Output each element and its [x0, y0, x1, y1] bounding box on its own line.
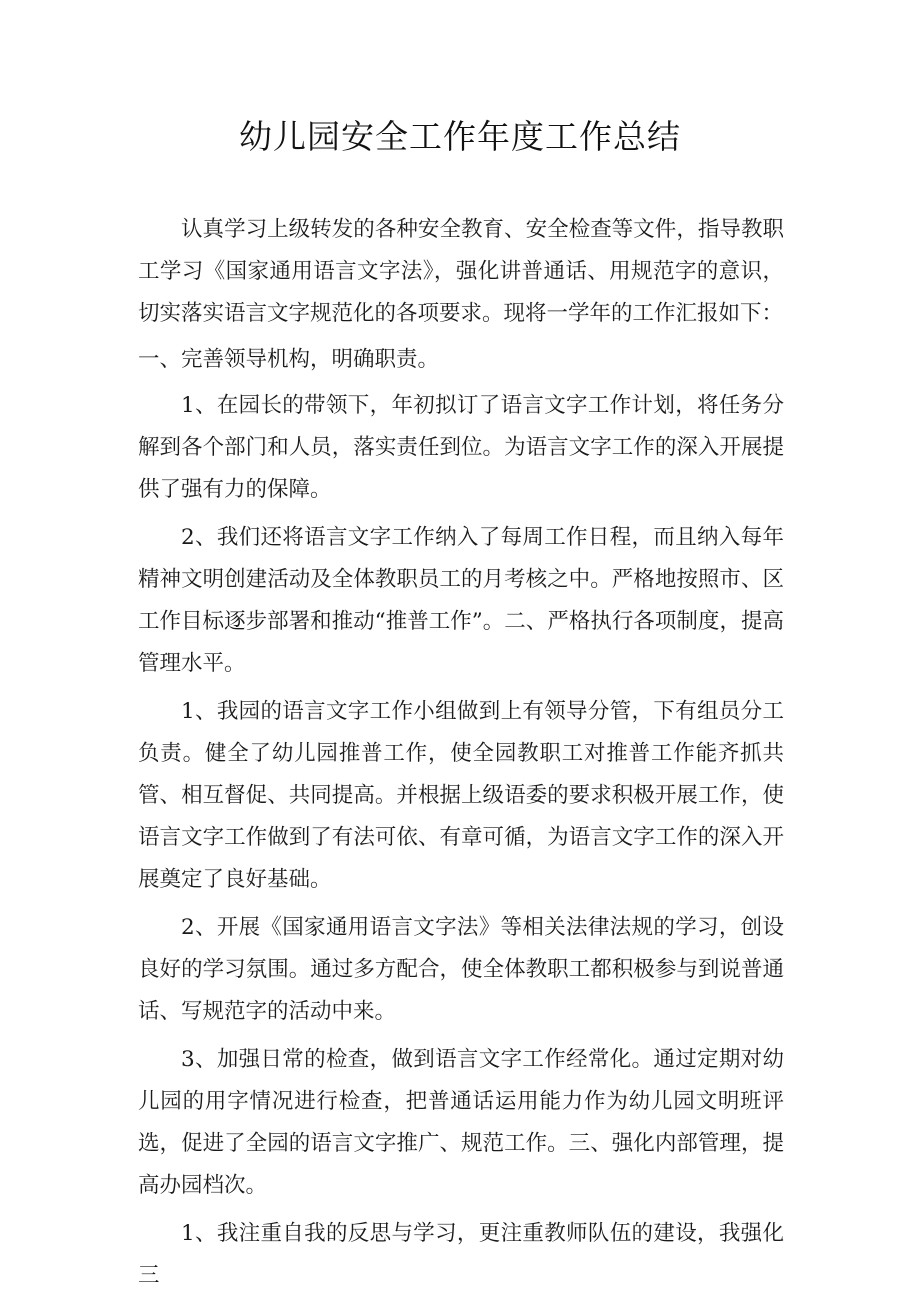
- paragraph-1-2: 2、我们还将语言文字工作纳入了每周工作日程，而且纳入每年精神文明创建活动及全体教职员工的月考核之中。严格地按照市、区工作目标逐步部署和推动“推普工作”。二、严格执行各项制度，提高管理水平。: [138, 525, 784, 676]
- section-heading-1: 一、完善领导机构，明确职责。: [138, 347, 440, 372]
- intro-paragraph: 认真学习上级转发的各种安全教育、安全检查等文件，指导教职工学习《国家通用语言文字法》，强化讲普通话、用规范字的意识，切实落实语言文字规范化的各项要求。现将一学年的工作汇报如下：: [138, 217, 784, 326]
- paragraph-3-1: 1、我注重自我的反思与学习，更注重教师队伍的建设，我强化三: [138, 1221, 784, 1288]
- paragraph-1-1: 1、在园长的带领下，年初拟订了语言文字工作计划，将任务分解到各个部门和人员，落实责任到位。为语言文字工作的深入开展提供了强有力的保障。: [138, 393, 784, 502]
- paragraph-2-3: 3、加强日常的检查，做到语言文字工作经常化。通过定期对幼儿园的用字情况进行检查，把普通话运用能力作为幼儿园文明班评选，促进了全园的语言文字推广、规范工作。三、强化内部管理，提高办园档次。: [138, 1047, 784, 1198]
- document-title: 幼儿园安全工作年度工作总结: [239, 117, 681, 156]
- paragraph-2-2: 2、开展《国家通用语言文字法》等相关法律法规的学习，创设良好的学习氛围。通过多方配合，使全体教职工都积极参与到说普通话、写规范字的活动中来。: [138, 915, 784, 1024]
- paragraph-2-1: 1、我园的语言文字工作小组做到上有领导分管，下有组员分工负责。健全了幼儿园推普工作，使全园教职工对推普工作能齐抓共管、相互督促、共同提高。并根据上级语委的要求积极开展工作，使语言文字工作做到了有法可依、有章可循，为语言文字工作的深入开展奠定了良好基础。: [138, 699, 784, 892]
- document-body: [138, 209, 784, 1303]
